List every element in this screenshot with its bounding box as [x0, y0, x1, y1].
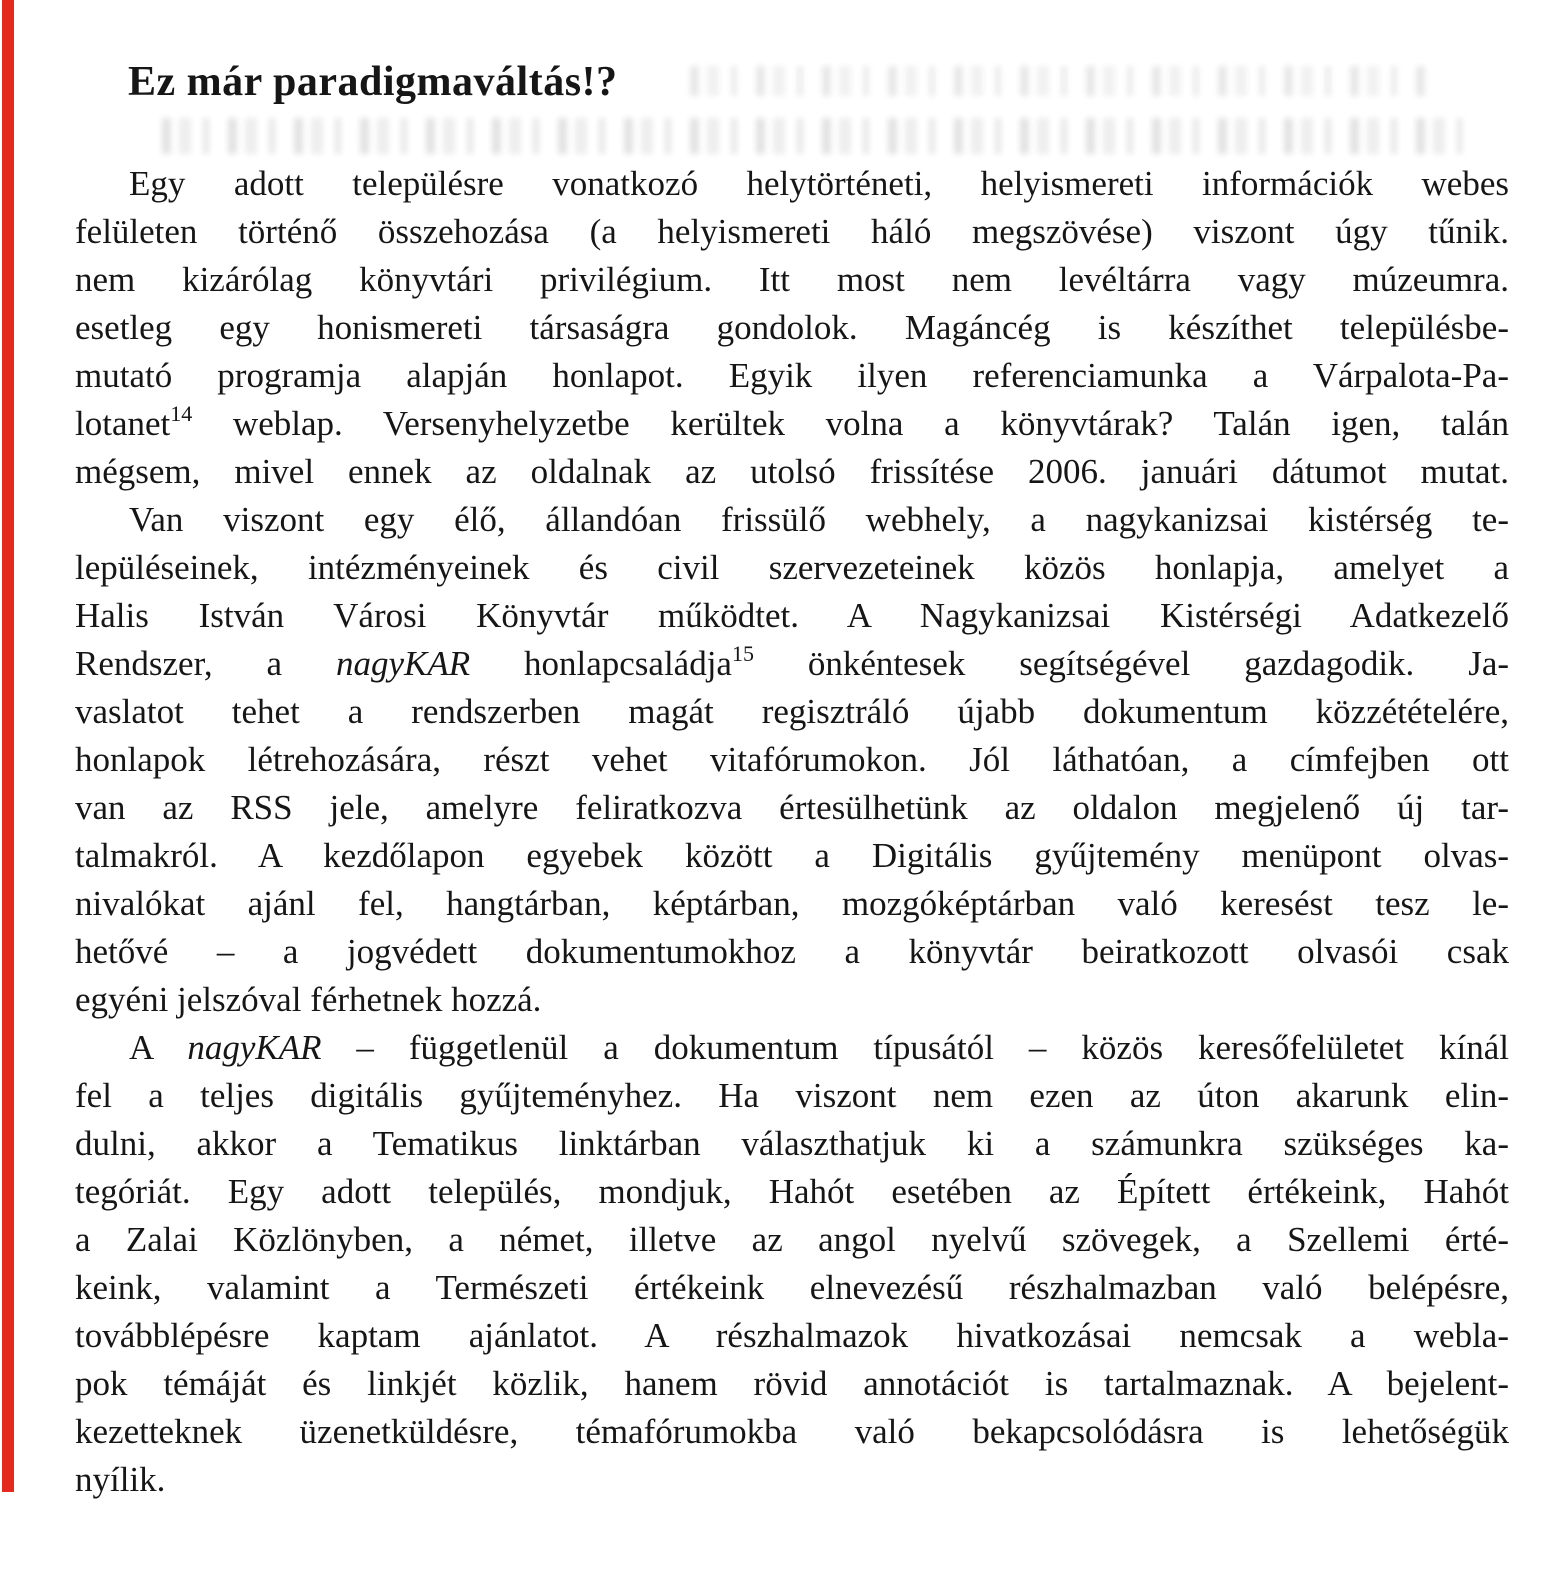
- text-run: felületen történő összehozása (a helyismereti háló megszövése) viszont úgy tűnik.: [75, 212, 1509, 251]
- text-run: van az RSS jele, amelyre feliratkozva értesülhetünk az oldalon megjelenő új tar-: [75, 788, 1509, 827]
- text-run: önkéntesek segítségével gazdagodik. Ja-: [753, 644, 1509, 683]
- text-run: A: [129, 1028, 188, 1067]
- scan-edge-red-line: [2, 0, 14, 1492]
- text-line: [75, 976, 1509, 1024]
- text-line: [75, 352, 1509, 400]
- text-run: honlapcsaládja: [470, 644, 732, 683]
- text-line: [75, 640, 1509, 688]
- text-line: [75, 304, 1509, 352]
- text-line: [75, 1456, 1509, 1504]
- text-run: Rendszer, a: [75, 644, 336, 683]
- paragraph: [75, 1024, 1509, 1504]
- text-run: nem kizárólag könyvtári privilégium. Itt most nem levéltárra vagy múzeumra.: [75, 260, 1509, 299]
- text-run: esetleg egy honismereti társaságra gondolok. Magáncég is készíthet településbe-: [75, 308, 1509, 347]
- paragraph: [75, 496, 1509, 1024]
- text-run: a Zalai Közlönyben, a német, illetve az angol nyelvű szövegek, a Szellemi érté-: [75, 1220, 1509, 1259]
- paragraph: [75, 160, 1509, 496]
- text-line: [75, 448, 1509, 496]
- show-through-ghost-text: [690, 66, 1430, 96]
- text-line: [75, 256, 1509, 304]
- text-line: [75, 160, 1509, 208]
- text-line: [75, 1072, 1509, 1120]
- text-line: [75, 784, 1509, 832]
- text-run: lepüléseinek, intézményeinek és civil szervezeteinek közös honlapja, amelyet a: [75, 548, 1509, 587]
- text-line: [75, 400, 1509, 448]
- text-run: tegóriát. Egy adott település, mondjuk, Hahót esetében az Épített értékeink, Hahót: [75, 1172, 1509, 1211]
- text-line: [75, 880, 1509, 928]
- text-line: [75, 1360, 1509, 1408]
- text-line: [75, 1408, 1509, 1456]
- text-line: [75, 928, 1509, 976]
- text-line: [75, 1120, 1509, 1168]
- italic-term: nagyKAR: [187, 1028, 322, 1067]
- article-body: [75, 160, 1509, 1504]
- text-line: [75, 208, 1509, 256]
- text-line: [75, 1264, 1509, 1312]
- text-run: mégsem, mivel ennek az oldalnak az utolsó frissítése 2006. januári dátumot mutat.: [75, 452, 1509, 491]
- text-line: [75, 544, 1509, 592]
- text-run: dulni, akkor a Tematikus linktárban választhatjuk ki a számunkra szükséges ka-: [75, 1124, 1509, 1163]
- text-line: [75, 688, 1509, 736]
- text-run: nyílik.: [75, 1460, 166, 1499]
- text-line: [75, 736, 1509, 784]
- text-run: lotanet: [75, 404, 171, 443]
- text-run: Egy adott településre vonatkozó helytörténeti, helyismereti információk webes: [129, 164, 1509, 203]
- text-run: hetővé – a jogvédett dokumentumokhoz a könyvtár beiratkozott olvasói csak: [75, 932, 1509, 971]
- text-line: [75, 1024, 1509, 1072]
- footnote-reference: 14: [170, 401, 193, 426]
- text-run: fel a teljes digitális gyűjteményhez. Ha viszont nem ezen az úton akarunk elin-: [75, 1076, 1509, 1115]
- text-line: [75, 832, 1509, 880]
- text-run: – függetlenül a dokumentum típusától – közös keresőfelületet kínál: [321, 1028, 1509, 1067]
- text-run: egyéni jelszóval férhetnek hozzá.: [75, 980, 542, 1019]
- show-through-ghost-text: [162, 118, 1462, 154]
- text-run: továbblépésre kaptam ajánlatot. A részhalmazok hivatkozásai nemcsak a webla-: [75, 1316, 1509, 1355]
- text-run: Van viszont egy élő, állandóan frissülő webhely, a nagykanizsai kistérség te-: [129, 500, 1509, 539]
- text-run: talmakról. A kezdőlapon egyebek között a Digitális gyűjtemény menüpont olvas-: [75, 836, 1509, 875]
- text-run: honlapok létrehozására, részt vehet vitafórumokon. Jól láthatóan, a címfejben ott: [75, 740, 1509, 779]
- text-run: weblap. Versenyhelyzetbe kerültek volna a könyvtárak? Talán igen, talán: [192, 404, 1509, 443]
- italic-term: nagyKAR: [335, 644, 471, 683]
- text-line: [75, 1216, 1509, 1264]
- text-line: [75, 1312, 1509, 1360]
- text-run: mutató programja alapján honlapot. Egyik ilyen referenciamunka a Várpalota-Pa-: [75, 356, 1509, 395]
- text-line: [75, 496, 1509, 544]
- text-run: vaslatot tehet a rendszerben magát regisztráló újabb dokumentum közzétételére,: [75, 692, 1509, 731]
- page-title: Ez már paradigmaváltás!?: [128, 59, 618, 105]
- text-run: pok témáját és linkjét közlik, hanem rövid annotációt is tartalmaznak. A bejelent-: [75, 1364, 1509, 1403]
- text-line: [75, 1168, 1509, 1216]
- text-run: nivalókat ajánl fel, hangtárban, képtárban, mozgóképtárban való keresést tesz le-: [75, 884, 1509, 923]
- text-run: keink, valamint a Természeti értékeink elnevezésű részhalmazban való belépésre,: [75, 1268, 1509, 1307]
- text-line: [75, 592, 1509, 640]
- text-run: kezetteknek üzenetküldésre, témafórumokba való bekapcsolódásra is lehetőségük: [75, 1412, 1509, 1451]
- text-run: Halis István Városi Könyvtár működtet. A Nagykanizsai Kistérségi Adatkezelő: [75, 596, 1509, 635]
- footnote-reference: 15: [731, 641, 754, 666]
